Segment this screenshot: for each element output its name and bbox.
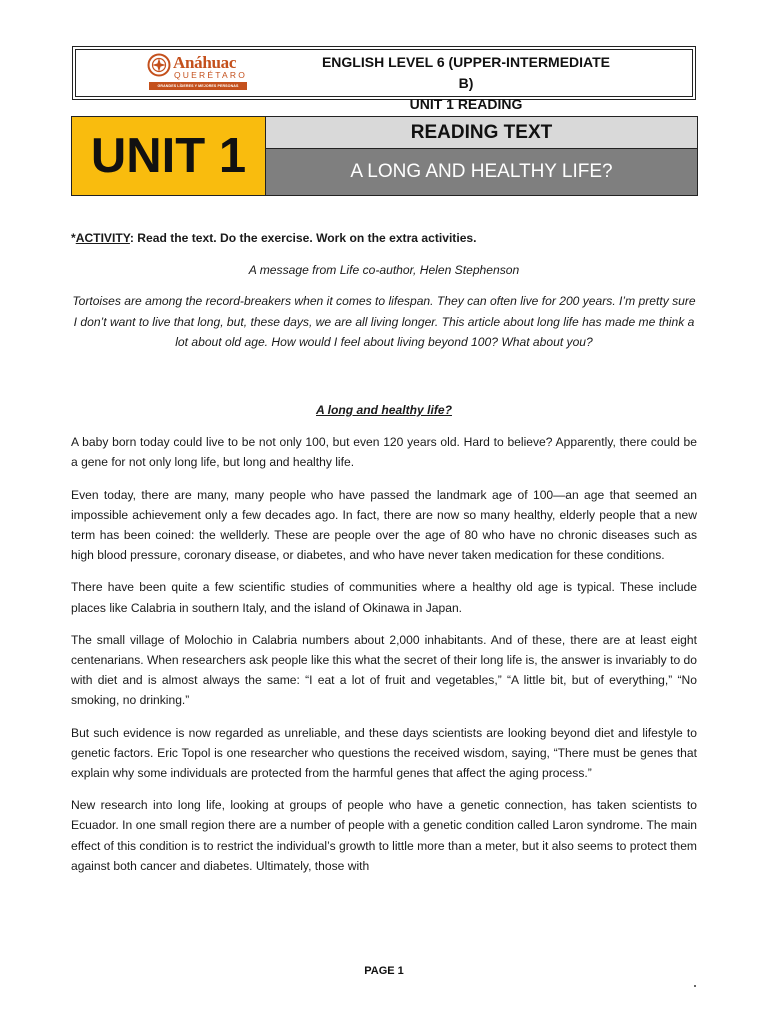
logo-wordmark: Anáhuac: [173, 53, 237, 72]
stray-dot: [694, 985, 696, 987]
article-paragraph: There have been quite a few scientific studies of communities where a healthy old age is typical. These include places like Calabria in southern Italy, and the island of Okinawa in Japan.: [71, 580, 697, 615]
activity-instructions: [71, 228, 697, 248]
article-paragraph: A baby born today could live to be not only 100, but even 120 years old. Hard to believe? Apparently, there could be a gene for not only long life, but long and healthy life.: [71, 435, 697, 470]
course-line: ENGLISH LEVEL 6 (UPPER-INTERMEDIATE B): [321, 54, 611, 91]
section-label: READING TEXT: [266, 117, 697, 149]
article-paragraph: The small village of Molochio in Calabria numbers about 2,000 inhabitants. And of these, there are at least eight centenarians. When researchers ask people like this what the secret of their long life is, the answer is invariably to do with diet and is almost always the same: “I eat a lot of fruit and vegetables,” “A little bit, but of everything,” “No smoking, no drinking.”: [71, 632, 697, 708]
document-header: [72, 46, 696, 112]
unit-reading-line: UNIT 1 READING: [409, 96, 523, 112]
unit-banner: [71, 116, 698, 196]
page-number: PAGE 1: [364, 965, 404, 977]
topic-label: A LONG AND HEALTHY LIFE?: [266, 149, 697, 195]
article-paragraph: Even today, there are many, many people who have passed the landmark age of 100—an age that seemed an impossible achievement only a few decades ago. In fact, there are now so many healthy, elderly people that a new term has been coined: the wellderly. These are people over the age of 80 who have no chronic diseases such as high blood pressure, coronary disease, or diabetes, and who have never taken medication for these conditions.: [71, 487, 697, 563]
reading-content: [71, 228, 697, 888]
anahuac-logo: [147, 53, 247, 93]
university-crest-icon: [147, 53, 171, 79]
logo-tagline: GRANDES LÍDERES Y MEJORES PERSONAS: [149, 82, 247, 90]
article-title: A long and healthy life?: [316, 403, 452, 418]
activity-keyword: ACTIVITY: [75, 231, 130, 245]
article-paragraph: But such evidence is now regarded as unreliable, and these days scientists are looking beyond diet and lifestyle to genetic factors. Eric Topol is one researcher who questions the received wisdom, saying, “There must be genes that explain why some individuals are protected from the harmful genes that affect the aging process.”: [71, 725, 697, 781]
logo-city: QUERÉTARO: [174, 70, 248, 80]
header-title: [321, 52, 611, 115]
unit-label: UNIT 1: [72, 117, 266, 195]
message-line: A message from Life co-author, Helen Stephenson: [248, 263, 520, 278]
activity-text: : Read the text. Do the exercise. Work on the extra activities.: [129, 231, 477, 245]
intro-paragraph: Tortoises are among the record-breakers when it comes to lifespan. They can often live for 200 years. I’m pretty sure I don’t want to live that long, but, these days, we are all living longer. This article about long life has made me think a lot about old age. How would I feel about living beyond 100? What about you?: [72, 294, 696, 349]
article-paragraph: New research into long life, looking at groups of people who have a genetic connection, has taken scientists to Ecuador. In one small region there are a number of people with a genetic condition called Laron syndrome. The main effect of this condition is to restrict the individual’s growth to little more than a meter, but it also seems to protect them against both cancer and diabetes. Ultimately, those with: [71, 798, 697, 873]
activity-prefix: *: [71, 231, 76, 245]
